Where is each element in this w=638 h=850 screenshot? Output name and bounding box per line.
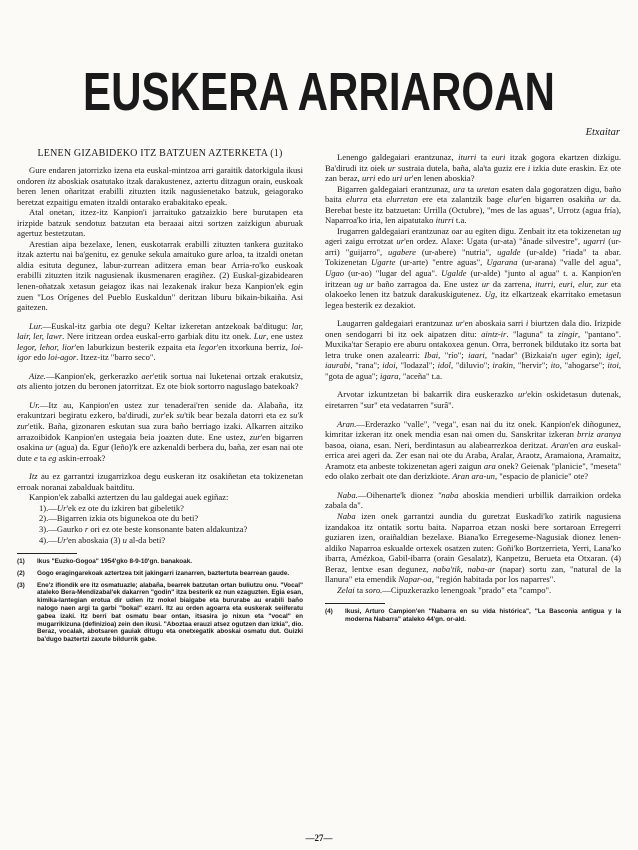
article-title: EUSKERA ARRIAROAN [83, 62, 555, 122]
footnote [17, 570, 303, 578]
left-paragraph: Itz au ez garrantzi izugarrizkoa degu euskeran itz osakiñetan eta tokizenetan erroak noranai zabalduak baitditu. [17, 471, 303, 492]
left-paragraph: Atal onetan, itzez-itz Kanpion'i jarraituko gatzaizkio bere burutapen eta irizpide batzuk sendotuz batzutan eta beraaai aitzi sortzen zaizkigun aburuak agertuz bestetzutan. [17, 207, 303, 239]
footnote-text: Ikus "Euzko-Gogoa" 1954'gko 8-9-10'gn. banakoak. [37, 558, 193, 566]
list-intro: Kanpion'ek zabalki aztertzen du lau galdegai auek egiñaz: [29, 492, 229, 503]
left-paragraph: Ur.—Itz au, Kanpion'en ustez zur tenaderai'ren senide da. Alabaña, itz erakuntzari begiratu ezkero, ba'dirudi, zur'ek su'tik bear bezala datorri eta ez su'k zur'etik. Baña, gizonaren eskutan sua zura baño berriago izaki. Alkarren aitziko arrazoibidok Kanpion'en ustegaia beia joazten dute. Ene ustez, zur'en bigarren osakina ur (agua) da. Egur (leño)'k ere azkenaldi berbera du, baña, zer esan nai ote dute e ta eg askin-erroak? [17, 399, 304, 463]
left-paragraphs [17, 165, 303, 492]
right-paragraph: Lenengo galdegaiari erantzunaz, iturri ta euri itzak gogora ekartzen dizkigu. Ba'dirudi itz oiek ur sustraia dutela, baña, ala'ta guziz ere i izkia dute eraskin. Ez ote zan beraz, urri edo uri ur'en lenen aboskia? [325, 152, 622, 184]
left-paragraph: Gure endaren jatorrizko izena eta euskal-mintzoa arri garaitik datorkigula ikusi ondoren itz aboskiak osatutako itzak darakustenez, aztertu ditzagun orain, euskoak beren lenen oñaritzat erabilli zituzten itzik nagusienetako batzuk, geiagorako beretzat ezpaitigu ematen itzaldi ontarako erabakitako epeak. [17, 165, 303, 207]
footnote [17, 558, 303, 566]
footnote-text: Gogo eragingarekoak aztertzea txit jakingarri izanarren, baztertuta bearrean gaude. [37, 569, 290, 577]
footnote-number: (2) [17, 569, 25, 577]
author-name: Etxaitar [585, 127, 620, 138]
footnote-number: (4) [325, 608, 333, 616]
left-paragraph: Arestian aipa bezelaxe, lenen, euskotarrak erabilli zituzten tankera guzitako itzak aztertu nai ba'genitu, ez genuke sekula amaituko gure arloa, ta itzaldi onetan aldia esituta degunez, labur-zurrean aditzera eman bear Arria-ro'ko euskoak erabilli zituzten itzik nagusienak ikusmenaren eragiñez. (2) Euskal-gizabidearen lenen-oñatzak xetasun geiagoz ikas nai lezakenak irakur beza Kanpion'ek egin zuen "Los Orígenes del Pueblo Euskaldun" deritzan liburu bikain-bikaiña. Asi gaitezen. [17, 238, 303, 313]
footnote-number: (1) [17, 558, 25, 566]
question-item: 4).—Ur'en aboskaia (3) u al-da beti? [39, 534, 166, 545]
footnote-rule-right [325, 603, 385, 604]
right-paragraph: Aran.—Erderazko "valle", "vega", esan nai du itz onek. Kanpion'ek diñogunez, kimritar izkeran itz onek mendia esan nai omen du. Sanskritar izkeran brriz aranya basoa, oiana, esan. Neri, berdintasun au alabearrezkoa deritzat. Aran'en ara euskal-errica arei ageri da. Zer esan nai ote du Araba, Aralar, Araotz, Aramaiona, Aramaitz, Aramotz eta anbeste tokizenetan ageri zaigun ara onek? Geienak "planicie", "meseta" edo olako zerbait ote dan derizkiote. Aran ara-un, "espacio de planicie" ote? [325, 418, 622, 482]
right-paragraphs [325, 152, 621, 595]
right-paragraph: Arvotar izkuntzetan bi bakarrik dira euskerazko ur'ekin oskidetasun dutenak, eiretarren "sur" eta vedatarren "surâ". [325, 389, 621, 411]
left-footnotes [17, 558, 303, 644]
left-paragraph: Aize.—Kanpion'ek, gerkerazko aer'etik sortua nai luketenai ortzak erakutsiz, ats aliento jotzen du beronen jatorritzat. Ez ote biok sortorro naguslago batekoak? [17, 370, 303, 392]
right-paragraph: Naba.—Oihenarte'k dionez "naba aboskia mendieri urbillik darraikion ordeka zabala da". [325, 489, 621, 511]
question-item: 3).—Gaurko r ori ez ote beste konsonante baten aldakuntza? [39, 523, 248, 534]
question-item: 1).—Ur'ek ez ote du izkiren bat gibeletik? [39, 502, 184, 513]
question-item: 2).—Bigarren izkia ots bigunekoa ote du beti? [39, 513, 199, 524]
question-list [17, 503, 303, 545]
left-column [17, 148, 303, 648]
right-column [325, 152, 621, 628]
footnote [17, 582, 303, 644]
footnote-text: Ene'z ifiondik ere itz osmatuazle; alabaña, bearrek batzutan ortan buliutzu onu. "Vocal" ataleko Bera-Mendizabal'ek dakarren "godin" itza besterik ez nun ezaguzten. Egia esan, kimika-lantegian erotua dir udien itz mokel biaigabe eta bururabe au erabili baño nalogo naen argi ta garbi "bokal" ezarri. Itz au orden agoarra eta euskerak seiiferatu gabea izaki. Itz berri bat osmatu bear ontan, itsasira jo nixun eta "vocal" en mugarrikizuna (definizioa) zein den ikusi. "Aboztaa erauzi atsez ogutzen dan izkia", dio. Beraz, vocalak, abotsaren gauiak ditugu eta onetxegatik aboskai osmatu dut. Guizki ba'dugo baztertzi zaxute bildurrik gabe. [37, 581, 303, 644]
footnote-rule [17, 553, 77, 554]
page-number: —27— [305, 833, 333, 843]
footnote [325, 608, 621, 624]
section-heading: LENEN GIZABIDEKO ITZ BATZUEN AZTERKETA (1) [37, 148, 283, 159]
right-paragraph: Naba izen onek garrantzi aundia du guretzat Euskadi'ko zatirik nagusiena izandakoa itz ontatik sortu baita. Naparroa etzan noski bere sortaroan Erregerri guziaren izen, oraiñaldian bezelaxe. Biana'ko Erregeseme-Nagusiak dionez lenen-aldiko Naparroa eskualde ortexek osatzen zuten: Goñi'ko Bortzerrieta, Yerri, Lana'ko ibarra, Amézkoa, Gabil-ibarra (orain Gesalatz), Kanpetzu, Berueta eta Otxaran. (4) Beraz, lentxe esan degunez, naba'tik, naba-ar (napar) sortu zan, "natural de la llanura" eta emendik Napar-oa, "región habitada por los naparres". [325, 510, 622, 585]
right-paragraph: Bigarren galdegaiari erantzunaz, ura ta uretan esaten dala gogoratzen digu, baño baita elurra eta elurretan ere eta zalantzik bage elur'en bigarren osakiña ur da. Berebat beste itz batzuetan: Urrilla (Octubre), "mes de las aguas", Urrotz (agua fría), Naparroa'ko iria, len aipatutako iturri t.a. [325, 183, 622, 226]
footnote-number: (3) [17, 581, 25, 589]
right-paragraph: Irugarren galdegaiari erantzunaz oar au egiten digu. Zenbait itz eta tokizenetan ug ageri zaigu errotzat ur'en ordez. Alaxe: Ugata (ur-ata) "ánade silvestre", ugarri (ur-arri) "guijarro", ugabere (ur-abere) "nutria", ugalde (ur-alde) "riada" ta abar. Tokizenetan Ugarte (ur-arte) "entre aguas", Ugarana (ur-arana) "valle del agua", Ugao (ur-ao) "lugar del agua". Ugalde (ur-alde) "junto al agua" t. a. Kanpion'en iritzean ug ur baño zarragoa da. Ene ustez ur da zarrena, iturri, euri, elur, zur eta olakoeko lenen itz batzuk darakuskigutenez. Ug, itz elkartzeak ekarritako emetasun legea besterik ez dezakiot. [325, 225, 622, 310]
left-paragraph: Lur.—Euskal-itz garbia ote degu? Keltar izkeretan antzekoak ba'ditugu: lar, lair, ler, lawr. Nere iritzean ordea euskal-erro garbiak ditu itz onek. Lur, ene ustez legor, lehor, lior'en laburkizun besterik ezpaita eta legor'en itxorkuna berriz, loi-igor edo loi-agor. Itzez-itz "barro seco". [17, 320, 304, 363]
right-paragraph: Laugarren galdegaiari erantzunaz ur'en aboskaia sarri i biurtzen dala dio. Irizpide onen sendogarri bi itz oek aipatzen ditu: aintz-ir. "laguna" ta zingir, "pantano". Muxika'tar Serapio ere aburu ontakoxea genun. Orra, berronek bildutako itz sorta bat letra truke onen azalearri: Ibai, "río"; iaari, "nadar" (Bizkaia'n uger egin); igel, iaurabi, "rana"; idoi, "lodazal"; idol, "diluvio"; irakin, "hervir"; ito, "ahogarse"; itoi, "gota de agua"; igara, "aceña" t.a. [325, 318, 622, 381]
footnote-text: Ikusi, Arturo Campion'en "Nabarra en su vida histórica", "La Basconia antigua y la moderna Nabarra" ataleko 44'gn. or-ald. [345, 608, 621, 624]
right-paragraph: Zelai ta soro.—Cipuzkerazko lenengoak "prado" eta "campo". [337, 584, 552, 595]
